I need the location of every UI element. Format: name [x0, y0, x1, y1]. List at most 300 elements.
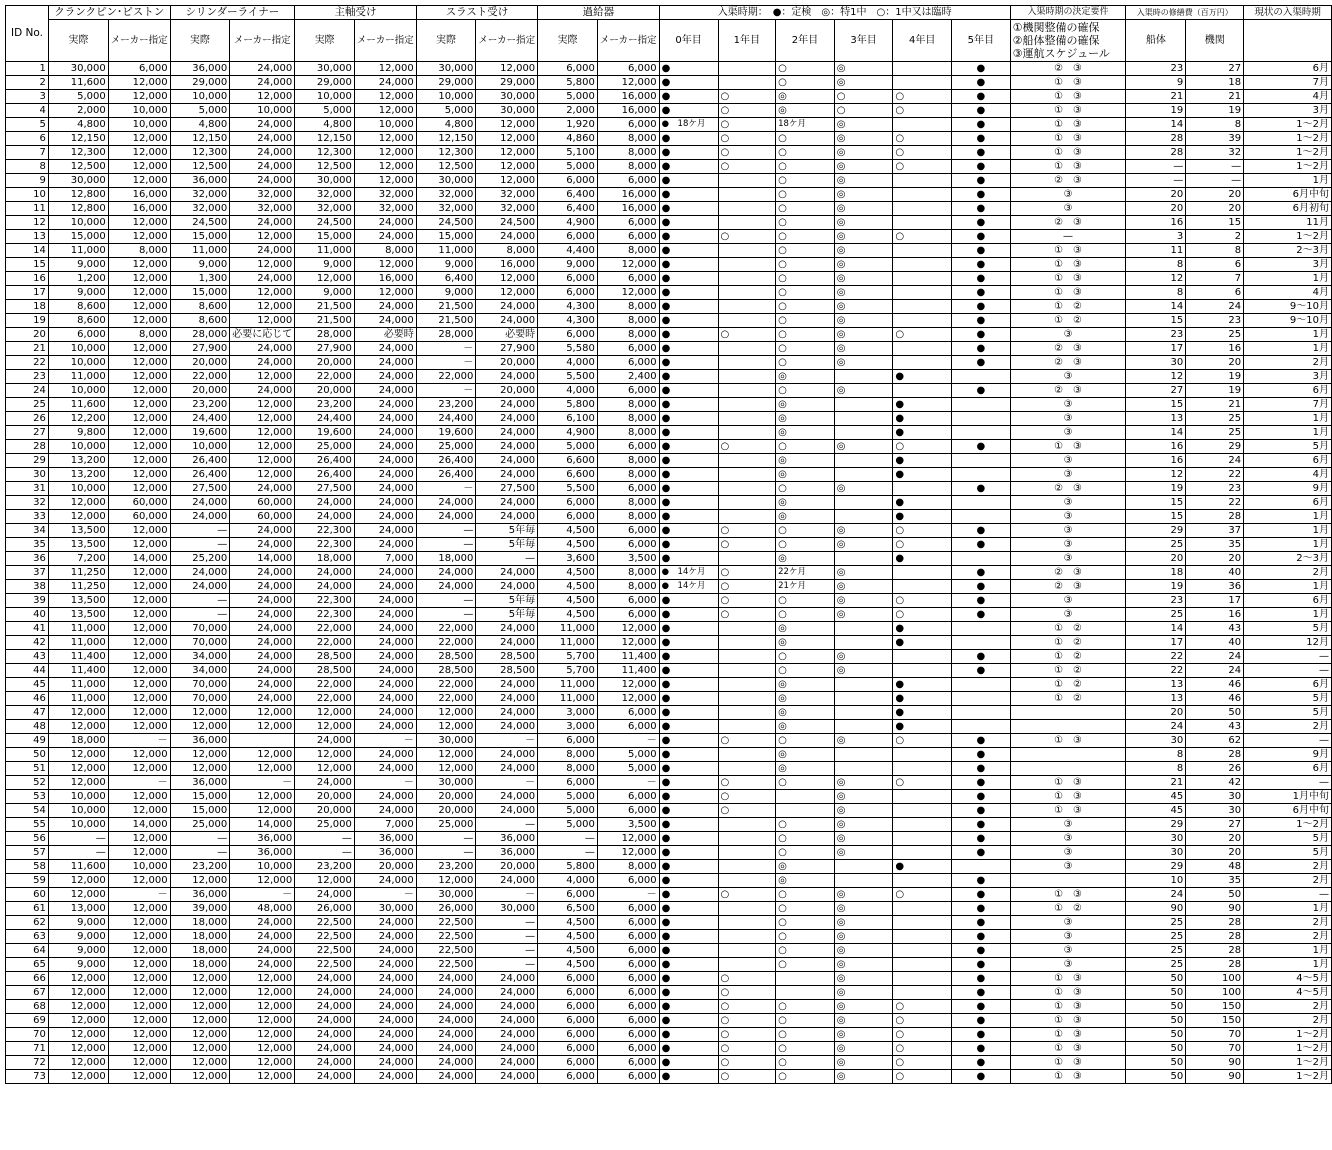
value-cell: 9,800	[48, 426, 108, 440]
value-cell: －	[476, 776, 538, 790]
entry-mark-cell: ◎	[834, 1000, 893, 1014]
entry-mark-cell: ●	[893, 426, 952, 440]
value-cell: －	[354, 776, 416, 790]
value-cell: 16,000	[597, 90, 659, 104]
engine-cost-cell: 2	[1186, 230, 1244, 244]
hull-cost-cell: 15	[1126, 398, 1186, 412]
entry-mark-cell	[893, 902, 952, 916]
value-cell: 9,000	[538, 258, 598, 272]
entry-mark-cell: ◎	[834, 930, 893, 944]
row-id: 66	[6, 972, 49, 986]
entry-mark-cell: ○	[718, 608, 776, 622]
hull-cost-cell: 16	[1126, 440, 1186, 454]
value-cell: 12,000	[354, 90, 416, 104]
engine-cost-cell: 150	[1186, 1014, 1244, 1028]
value-cell: 8,000	[108, 328, 170, 342]
entry-mark-cell	[893, 580, 952, 594]
value-cell: 70,000	[170, 622, 230, 636]
row-id: 9	[6, 174, 49, 188]
value-cell: —	[538, 846, 598, 860]
entry-mark-cell	[893, 356, 952, 370]
hull-cost-cell: 14	[1126, 300, 1186, 314]
table-row	[6, 272, 1332, 286]
row-id: 41	[6, 622, 49, 636]
entry-mark-cell: ○	[893, 524, 952, 538]
entry-mark-cell: ●	[952, 384, 1011, 398]
entry-mark-cell: ○	[718, 986, 776, 1000]
entry-mark-cell: ○	[776, 76, 835, 90]
value-cell: 12,000	[108, 678, 170, 692]
entry-mark-cell: ●	[659, 132, 718, 146]
value-cell: 12,000	[416, 762, 476, 776]
value-cell: 24,400	[416, 412, 476, 426]
value-cell: 30,000	[295, 62, 355, 76]
value-cell: 6,000	[538, 496, 598, 510]
entry-mark-cell: ○	[776, 62, 835, 76]
requirement-cell: ③	[1010, 944, 1126, 958]
value-cell: 11,000	[48, 244, 108, 258]
hull-cost-cell: 8	[1126, 286, 1186, 300]
row-id: 17	[6, 286, 49, 300]
value-cell: 8,000	[597, 398, 659, 412]
value-cell: 12,000	[48, 510, 108, 524]
entry-mark-cell: ○	[893, 734, 952, 748]
value-cell: 7,200	[48, 552, 108, 566]
value-cell: 5年毎	[476, 608, 538, 622]
table-row	[6, 1000, 1332, 1014]
entry-mark-cell: ●	[659, 790, 718, 804]
value-cell: 14,000	[108, 818, 170, 832]
value-cell: 24,000	[354, 790, 416, 804]
entry-mark-cell: ◎	[834, 804, 893, 818]
entry-mark-cell: ○	[776, 1000, 835, 1014]
entry-mark-cell: ●	[659, 818, 718, 832]
value-cell: 24,000	[354, 230, 416, 244]
requirement-cell: ③	[1010, 426, 1126, 440]
value-cell: 9,000	[295, 286, 355, 300]
value-cell: 22,500	[416, 958, 476, 972]
value-cell: 12,000	[230, 440, 295, 454]
header-year: 5年目	[952, 20, 1011, 62]
entry-mark-cell	[776, 804, 835, 818]
engine-cost-cell: 27	[1186, 818, 1244, 832]
value-cell: 24,000	[416, 496, 476, 510]
entry-mark-cell: ◎	[776, 552, 835, 566]
engine-cost-cell: 8	[1186, 118, 1244, 132]
requirement-cell: ① ③	[1010, 132, 1126, 146]
value-cell: 8,000	[597, 146, 659, 160]
entry-mark-cell: ○	[893, 146, 952, 160]
value-cell: 12,000	[48, 762, 108, 776]
value-cell: 24,000	[354, 636, 416, 650]
entry-mark-cell	[834, 636, 893, 650]
value-cell: 8,000	[476, 244, 538, 258]
entry-mark-cell: ●	[659, 874, 718, 888]
entry-mark-cell: ●	[659, 986, 718, 1000]
entry-mark-cell	[834, 860, 893, 874]
current-entry-cell: 2月	[1244, 356, 1332, 370]
value-cell: 24,000	[230, 342, 295, 356]
entry-mark-cell	[718, 832, 776, 846]
hull-cost-cell: 22	[1126, 650, 1186, 664]
table-row	[6, 734, 1332, 748]
value-cell: 23,200	[295, 398, 355, 412]
value-cell: 12,000	[48, 1042, 108, 1056]
entry-mark-cell	[893, 286, 952, 300]
value-cell: 24,000	[230, 524, 295, 538]
value-cell: 12,000	[230, 468, 295, 482]
value-cell: 3,000	[538, 706, 598, 720]
value-cell: 12,000	[108, 76, 170, 90]
value-cell: 5,800	[538, 860, 598, 874]
requirement-cell: ③	[1010, 846, 1126, 860]
value-cell: 24,000	[230, 958, 295, 972]
value-cell: 24,000	[416, 1014, 476, 1028]
engine-cost-cell: 20	[1186, 202, 1244, 216]
entry-mark-cell	[893, 300, 952, 314]
value-cell: 12,000	[295, 720, 355, 734]
value-cell: 36,000	[354, 846, 416, 860]
entry-mark-cell	[893, 76, 952, 90]
engine-cost-cell: 22	[1186, 496, 1244, 510]
entry-mark-cell: ●	[952, 62, 1011, 76]
entry-mark-cell: ●	[952, 790, 1011, 804]
requirement-cell: ① ③	[1010, 734, 1126, 748]
engine-cost-cell: 70	[1186, 1028, 1244, 1042]
value-cell: －	[354, 888, 416, 902]
value-cell: 12,000	[108, 622, 170, 636]
entry-mark-cell	[718, 748, 776, 762]
header-actual: 実際	[295, 20, 355, 62]
value-cell: 24,000	[416, 1042, 476, 1056]
value-cell: 6,000	[538, 1056, 598, 1070]
engine-cost-cell: 20	[1186, 846, 1244, 860]
hull-cost-cell: 16	[1126, 216, 1186, 230]
value-cell: 21,500	[416, 300, 476, 314]
value-cell: 5,700	[538, 650, 598, 664]
table-row	[6, 706, 1332, 720]
table-row	[6, 804, 1332, 818]
value-cell: 8,000	[597, 412, 659, 426]
entry-mark-cell: ●	[659, 734, 718, 748]
requirement-cell: ① ③	[1010, 160, 1126, 174]
value-cell: 11,400	[48, 650, 108, 664]
entry-mark-cell: ○	[776, 216, 835, 230]
value-cell: 12,000	[48, 888, 108, 902]
table-row	[6, 216, 1332, 230]
entry-mark-cell	[718, 762, 776, 776]
entry-mark-cell	[893, 664, 952, 678]
entry-mark-cell	[893, 986, 952, 1000]
entry-mark-cell: ●	[952, 90, 1011, 104]
entry-mark-cell: ●	[952, 972, 1011, 986]
entry-mark-cell: ◎	[834, 286, 893, 300]
entry-mark-cell: ◎	[834, 132, 893, 146]
value-cell: 12,000	[170, 972, 230, 986]
value-cell: 28,500	[416, 650, 476, 664]
value-cell: 24,000	[416, 580, 476, 594]
value-cell: 22,500	[295, 930, 355, 944]
entry-mark-cell: ●	[893, 468, 952, 482]
entry-mark-cell: ●	[952, 258, 1011, 272]
value-cell: —	[416, 846, 476, 860]
value-cell: 36,000	[230, 846, 295, 860]
value-cell: 24,000	[230, 132, 295, 146]
value-cell: 24,000	[416, 566, 476, 580]
value-cell: 11,000	[538, 636, 598, 650]
value-cell: 11,000	[416, 244, 476, 258]
current-entry-cell: 1月	[1244, 958, 1332, 972]
requirement-cell: ① ②	[1010, 622, 1126, 636]
value-cell: 12,000	[48, 986, 108, 1000]
value-cell: 5,000	[170, 104, 230, 118]
table-row	[6, 538, 1332, 552]
value-cell: 12,000	[170, 720, 230, 734]
value-cell: 4,500	[538, 566, 598, 580]
value-cell: 12,000	[48, 496, 108, 510]
entry-mark-cell: ●	[952, 118, 1011, 132]
entry-mark-cell	[893, 972, 952, 986]
entry-mark-cell: ○	[776, 734, 835, 748]
current-entry-cell: 2月	[1244, 1000, 1332, 1014]
value-cell: 12,000	[354, 258, 416, 272]
table-row	[6, 846, 1332, 860]
entry-mark-cell: ○	[718, 566, 776, 580]
entry-mark-cell: ●	[659, 748, 718, 762]
hull-cost-cell: 8	[1126, 748, 1186, 762]
value-cell: 28,500	[476, 664, 538, 678]
table-row	[6, 552, 1332, 566]
value-cell: 36,000	[170, 734, 230, 748]
hull-cost-cell: 24	[1126, 888, 1186, 902]
entry-mark-cell: ●	[952, 230, 1011, 244]
value-cell: －	[108, 734, 170, 748]
entry-mark-cell	[718, 398, 776, 412]
entry-mark-cell: ○	[718, 524, 776, 538]
requirement-cell: ② ③	[1010, 216, 1126, 230]
row-id: 71	[6, 1042, 49, 1056]
value-cell: —	[295, 846, 355, 860]
entry-mark-cell: ○	[776, 160, 835, 174]
row-id: 5	[6, 118, 49, 132]
value-cell: 11,000	[48, 370, 108, 384]
entry-mark-cell: ●	[659, 706, 718, 720]
entry-mark-cell	[834, 412, 893, 426]
entry-mark-cell	[834, 622, 893, 636]
value-cell: 8,000	[597, 132, 659, 146]
entry-mark-cell: ●	[952, 664, 1011, 678]
current-entry-cell: —	[1244, 776, 1332, 790]
value-cell: 11,000	[48, 692, 108, 706]
value-cell: 24,000	[230, 692, 295, 706]
value-cell: 24,000	[476, 1014, 538, 1028]
value-cell: 24,500	[416, 216, 476, 230]
hull-cost-cell: 30	[1126, 846, 1186, 860]
value-cell: 36,000	[476, 832, 538, 846]
value-cell: 24,500	[170, 216, 230, 230]
entry-mark-cell: ●	[659, 538, 718, 552]
entry-mark-cell: ○	[776, 272, 835, 286]
value-cell: 12,000	[476, 132, 538, 146]
row-id: 54	[6, 804, 49, 818]
row-id: 56	[6, 832, 49, 846]
value-cell: 24,400	[295, 412, 355, 426]
entry-mark-cell	[718, 300, 776, 314]
value-cell: 4,500	[538, 930, 598, 944]
value-cell: 24,000	[230, 538, 295, 552]
value-cell: 18,000	[170, 916, 230, 930]
value-cell: 8,000	[597, 566, 659, 580]
value-cell: 6,000	[597, 1014, 659, 1028]
entry-mark-cell: ◎	[834, 146, 893, 160]
value-cell: 24,000	[476, 762, 538, 776]
requirement-cell: ③	[1010, 398, 1126, 412]
value-cell: 4,500	[538, 524, 598, 538]
row-id: 8	[6, 160, 49, 174]
value-cell: 12,000	[108, 608, 170, 622]
engine-cost-cell: 90	[1186, 902, 1244, 916]
value-cell: 30,000	[416, 174, 476, 188]
row-id: 36	[6, 552, 49, 566]
value-cell: 4,300	[538, 314, 598, 328]
value-cell: 26,400	[170, 468, 230, 482]
value-cell: 12,000	[108, 664, 170, 678]
entry-mark-cell: ○	[718, 118, 776, 132]
value-cell: 36,000	[170, 776, 230, 790]
entry-mark-cell: ◎	[776, 706, 835, 720]
value-cell: 5,000	[295, 104, 355, 118]
engine-cost-cell: 28	[1186, 930, 1244, 944]
entry-mark-cell: ◎	[834, 846, 893, 860]
requirement-cell: ③	[1010, 188, 1126, 202]
header-entry-legend: 入渠時期： ●：定検 ◎：特1中 ○：1中又は臨時	[659, 6, 1010, 20]
value-cell: 22,000	[416, 636, 476, 650]
value-cell: 6,000	[538, 734, 598, 748]
value-cell: 12,000	[476, 160, 538, 174]
value-cell: 24,000	[476, 370, 538, 384]
requirement-legend-item: ②船体整備の確保	[1012, 34, 1100, 47]
value-cell: 24,000	[354, 678, 416, 692]
entry-mark-cell: ●	[893, 706, 952, 720]
hull-cost-cell: —	[1126, 174, 1186, 188]
entry-mark-cell	[834, 706, 893, 720]
entry-mark-cell	[834, 874, 893, 888]
engine-cost-cell: 18	[1186, 76, 1244, 90]
value-cell: 24,000	[354, 930, 416, 944]
header-maker: メーカー指定	[108, 20, 170, 62]
engine-cost-cell: 16	[1186, 342, 1244, 356]
value-cell: 24,000	[230, 636, 295, 650]
current-entry-cell: 7月	[1244, 398, 1332, 412]
entry-mark-cell	[893, 202, 952, 216]
value-cell: 19,600	[170, 426, 230, 440]
current-entry-cell: 3月	[1244, 104, 1332, 118]
entry-mark-cell	[952, 552, 1011, 566]
engine-cost-cell: 28	[1186, 958, 1244, 972]
value-cell: 12,000	[230, 90, 295, 104]
value-cell: 28,000	[170, 328, 230, 342]
entry-mark-cell: ○	[718, 230, 776, 244]
entry-mark-cell: ●	[952, 272, 1011, 286]
entry-mark-cell: ●	[659, 440, 718, 454]
entry-mark-cell: ○	[718, 1000, 776, 1014]
current-entry-cell: 5月	[1244, 440, 1332, 454]
current-entry-cell: 1月	[1244, 608, 1332, 622]
entry-mark-cell: ○	[718, 804, 776, 818]
value-cell: 24,000	[230, 916, 295, 930]
value-cell: 22,000	[295, 636, 355, 650]
value-cell: 24,000	[354, 1000, 416, 1014]
value-cell: 12,000	[108, 762, 170, 776]
value-cell: 22,500	[295, 958, 355, 972]
engine-cost-cell: 25	[1186, 328, 1244, 342]
value-cell: 12,000	[108, 216, 170, 230]
hull-cost-cell: 10	[1126, 874, 1186, 888]
value-cell: 2,000	[538, 104, 598, 118]
entry-mark-cell: ◎	[834, 608, 893, 622]
entry-mark-cell: ○	[776, 958, 835, 972]
requirement-cell: ① ③	[1010, 888, 1126, 902]
engine-cost-cell: 35	[1186, 538, 1244, 552]
row-id: 48	[6, 720, 49, 734]
value-cell: 20,000	[295, 356, 355, 370]
entry-mark-cell: ●	[659, 160, 718, 174]
table-row	[6, 972, 1332, 986]
value-cell: 24,000	[476, 1042, 538, 1056]
header-year: 4年目	[893, 20, 952, 62]
value-cell: 24,000	[295, 1000, 355, 1014]
row-id: 10	[6, 188, 49, 202]
value-cell: 6,000	[597, 384, 659, 398]
value-cell: 60,000	[230, 496, 295, 510]
entry-mark-cell: ◎	[834, 230, 893, 244]
value-cell: 9,000	[295, 258, 355, 272]
entry-mark-cell: ●	[659, 832, 718, 846]
entry-mark-cell	[893, 244, 952, 258]
engine-cost-cell: —	[1186, 160, 1244, 174]
value-cell: 4,300	[538, 300, 598, 314]
value-cell: 12,000	[108, 874, 170, 888]
entry-mark-cell: ●	[659, 930, 718, 944]
value-cell: 24,000	[230, 216, 295, 230]
value-cell: —	[170, 594, 230, 608]
value-cell: 8,000	[597, 244, 659, 258]
row-id: 43	[6, 650, 49, 664]
value-cell: 24,000	[354, 916, 416, 930]
value-cell: 30,000	[295, 174, 355, 188]
value-cell: 24,000	[476, 1028, 538, 1042]
value-cell: 24,000	[295, 496, 355, 510]
value-cell: 6,000	[597, 174, 659, 188]
entry-mark-cell: ○	[718, 1056, 776, 1070]
entry-mark-cell: ◎	[834, 524, 893, 538]
entry-mark-cell	[718, 202, 776, 216]
entry-mark-cell: ◎	[776, 692, 835, 706]
hull-cost-cell: 11	[1126, 244, 1186, 258]
entry-mark-cell: ◎	[834, 314, 893, 328]
table-row	[6, 930, 1332, 944]
header-group-liner: シリンダーライナー	[170, 6, 295, 20]
engine-cost-cell: 23	[1186, 314, 1244, 328]
entry-mark-cell: ○	[718, 1042, 776, 1056]
value-cell: 30,000	[416, 776, 476, 790]
value-cell: 6,100	[538, 412, 598, 426]
entry-mark-cell	[718, 860, 776, 874]
value-cell: 8,000	[597, 580, 659, 594]
entry-mark-cell: ●	[952, 146, 1011, 160]
header-year: 3年目	[834, 20, 893, 62]
value-cell: 12,000	[230, 314, 295, 328]
